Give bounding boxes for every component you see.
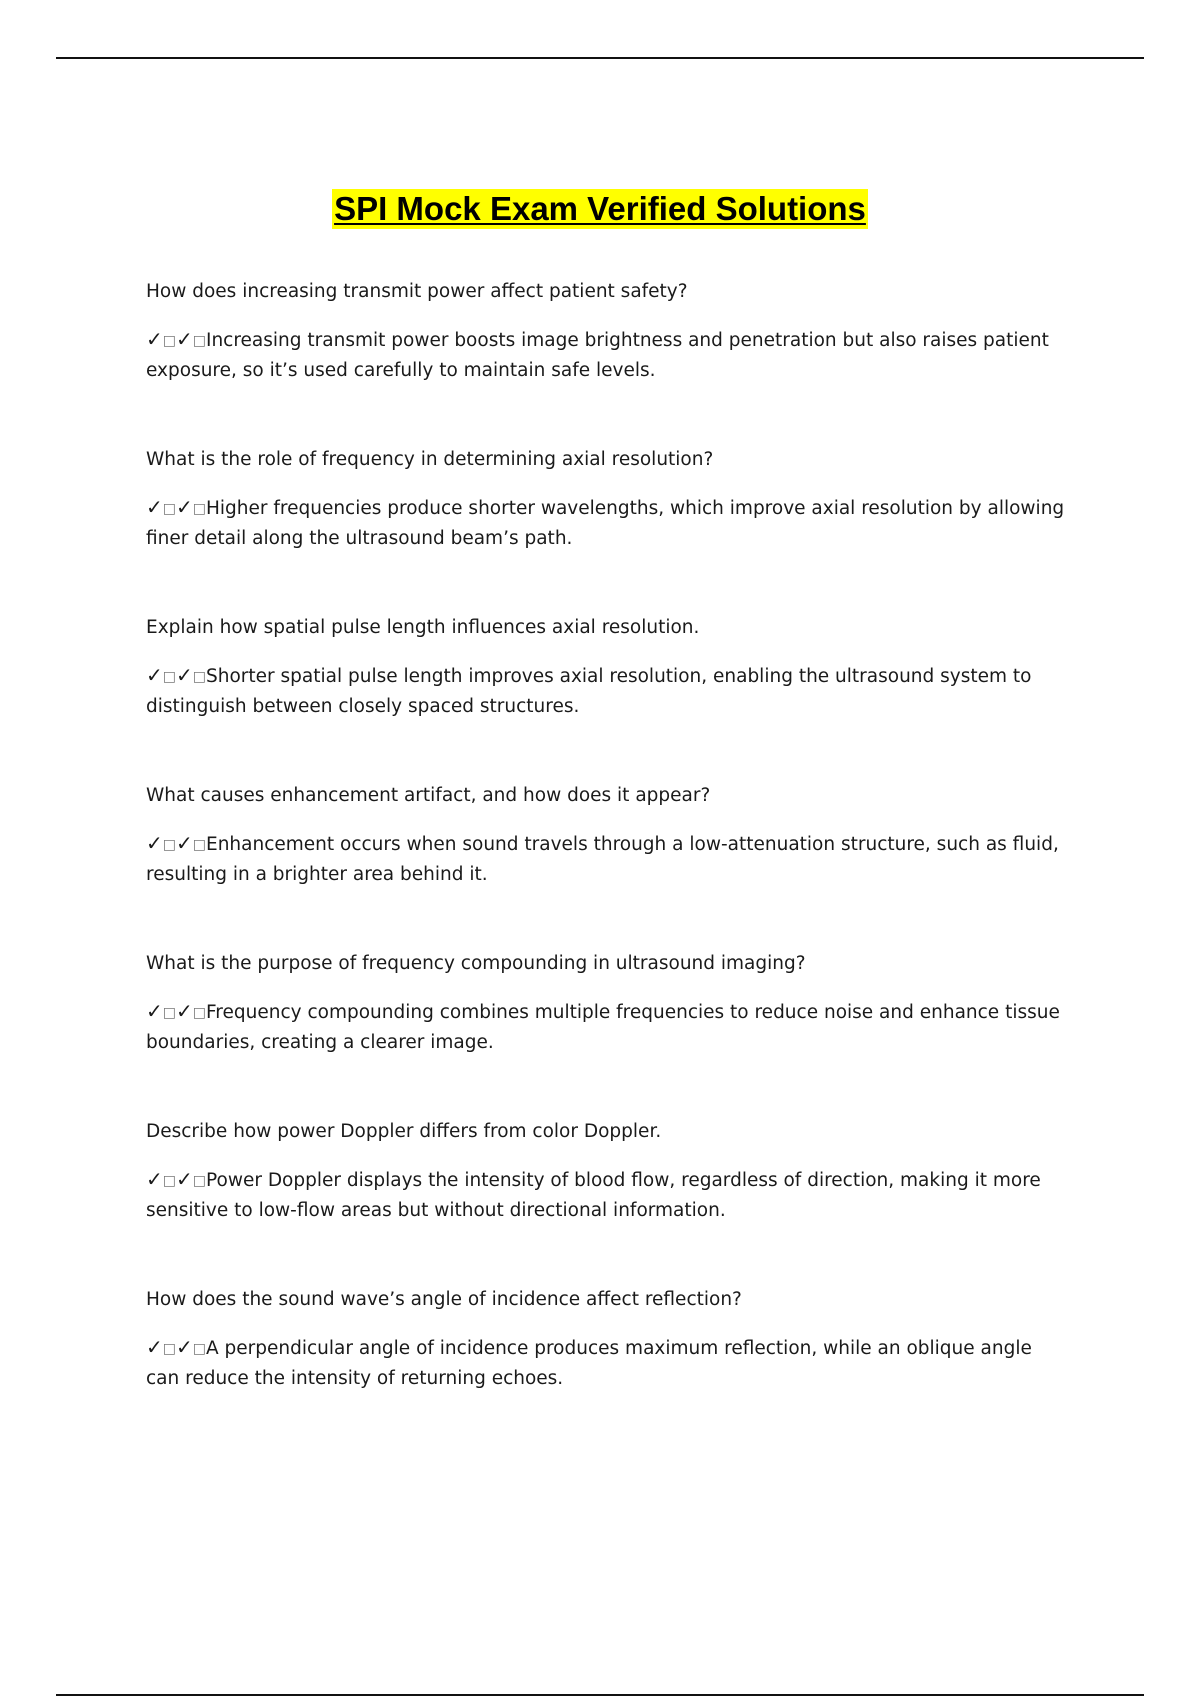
footer-rule (56, 1694, 1144, 1696)
qa-item (146, 1286, 1066, 1454)
answer-text (146, 493, 1066, 553)
box-icon: □ (192, 501, 206, 517)
box-icon: □ (162, 837, 176, 853)
answer-text (146, 829, 1066, 889)
box-icon: □ (192, 333, 206, 349)
box-icon: □ (192, 1005, 206, 1021)
box-icon: □ (192, 837, 206, 853)
answer-body: Power Doppler displays the intensity of blood flow, regardless of direction, making it more sensitive to low-flow areas but without directional information. (146, 1170, 1041, 1221)
box-icon: □ (162, 1341, 176, 1357)
question-text: What causes enhancement artifact, and how does it appear? (146, 785, 711, 806)
question-text: What is the role of frequency in determining axial resolution? (146, 449, 714, 470)
box-icon: □ (162, 669, 176, 685)
box-icon: □ (192, 1173, 206, 1189)
check-icon: ✓ (176, 831, 193, 855)
check-icon: ✓ (176, 495, 193, 519)
qa-item (146, 278, 1066, 446)
title-container (0, 189, 1200, 229)
answer-body: Shorter spatial pulse length improves axial resolution, enabling the ultrasound system to distinguish between closely spaced structures. (146, 666, 1032, 717)
check-icon: ✓ (176, 1335, 193, 1359)
answer-body: A perpendicular angle of incidence produces maximum reflection, while an oblique angle can reduce the intensity of returning echoes. (146, 1338, 1032, 1389)
check-icon: ✓ (176, 999, 193, 1023)
check-icon: ✓ (176, 327, 193, 351)
answer-body: Enhancement occurs when sound travels through a low-attenuation structure, such as fluid, resulting in a brighter area behind it. (146, 834, 1059, 885)
header-rule (56, 57, 1144, 59)
answer-body: Higher frequencies produce shorter wavelengths, which improve axial resolution by allowing finer detail along the ultrasound beam’s path. (146, 498, 1065, 549)
check-icon: ✓ (146, 663, 163, 687)
answer-text (146, 1165, 1066, 1225)
check-icon: ✓ (146, 495, 163, 519)
question-text: Explain how spatial pulse length influences axial resolution. (146, 617, 700, 638)
check-icon: ✓ (146, 327, 163, 351)
qa-item (146, 446, 1066, 614)
answer-text (146, 1333, 1066, 1393)
box-icon: □ (162, 501, 176, 517)
check-icon: ✓ (176, 1167, 193, 1191)
box-icon: □ (162, 1005, 176, 1021)
qa-item (146, 950, 1066, 1118)
box-icon: □ (192, 669, 206, 685)
box-icon: □ (192, 1341, 206, 1357)
box-icon: □ (162, 333, 176, 349)
qa-list (146, 278, 1066, 1454)
question-text: What is the purpose of frequency compounding in ultrasound imaging? (146, 953, 806, 974)
answer-text (146, 661, 1066, 721)
answer-text (146, 325, 1066, 385)
question-text: How does increasing transmit power affect patient safety? (146, 281, 688, 302)
box-icon: □ (162, 1173, 176, 1189)
check-icon: ✓ (146, 831, 163, 855)
check-icon: ✓ (146, 1335, 163, 1359)
question-text: Describe how power Doppler differs from color Doppler. (146, 1121, 662, 1142)
document-title: SPI Mock Exam Verified Solutions (334, 190, 866, 227)
answer-text (146, 997, 1066, 1057)
qa-item (146, 614, 1066, 782)
qa-item (146, 1118, 1066, 1286)
answer-body: Frequency compounding combines multiple frequencies to reduce noise and enhance tissue boundaries, creating a clearer image. (146, 1002, 1060, 1053)
qa-item (146, 782, 1066, 950)
answer-body: Increasing transmit power boosts image brightness and penetration but also raises patient exposure, so it’s used carefully to maintain safe levels. (146, 330, 1049, 381)
question-text: How does the sound wave’s angle of incidence affect reflection? (146, 1289, 742, 1310)
check-icon: ✓ (146, 999, 163, 1023)
check-icon: ✓ (146, 1167, 163, 1191)
check-icon: ✓ (176, 663, 193, 687)
